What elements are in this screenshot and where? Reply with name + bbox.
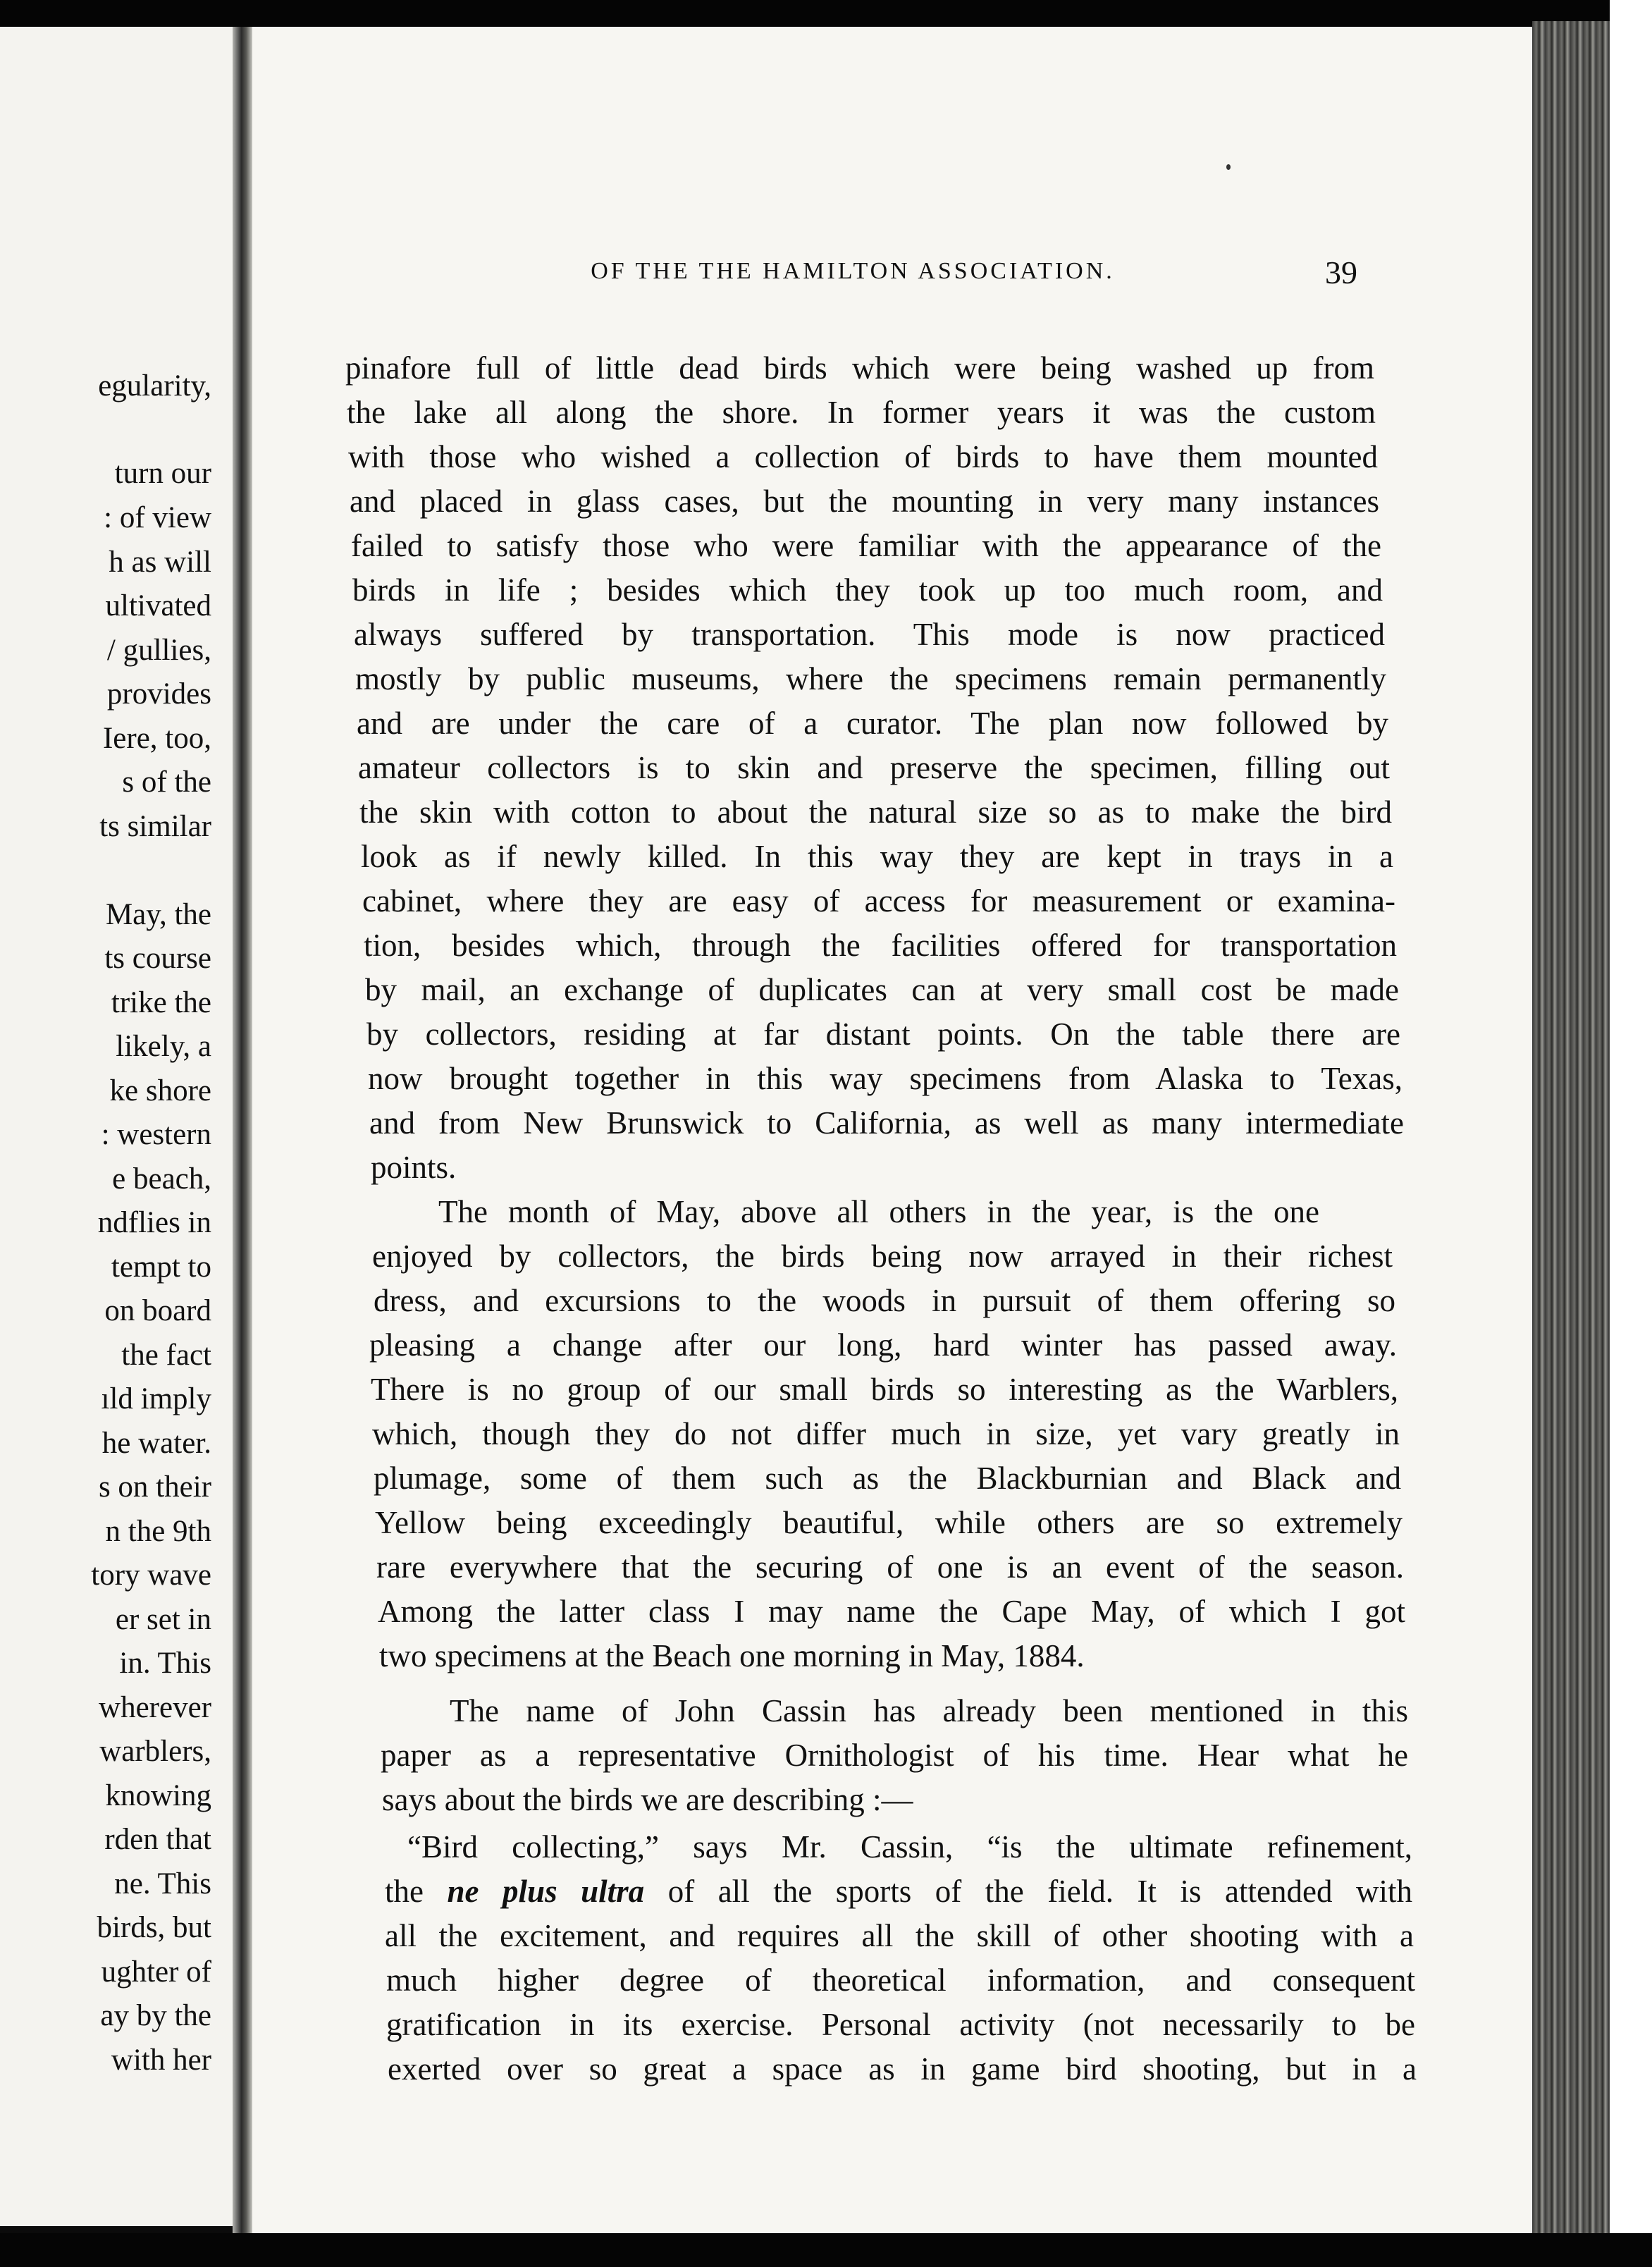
text-run: the xyxy=(385,1874,424,1909)
running-head: OF THE THE HAMILTON ASSOCIATION. xyxy=(591,258,1115,284)
text-line: says about the birds we are describing :— xyxy=(382,1782,913,1817)
text-line: The month of May, above all others in the year, is the one xyxy=(438,1194,1319,1229)
text-line: and placed in glass cases, but the mounting in very many instances xyxy=(350,484,1379,519)
facing-page-line: knowing xyxy=(105,1779,211,1812)
text-line: enjoyed by collectors, the birds being now arrayed in their richest xyxy=(372,1239,1393,1274)
text-line: always suffered by transportation. This mode is now practiced xyxy=(354,617,1385,652)
text-line: amateur collectors is to skin and preserve the specimen, filling out xyxy=(358,750,1390,785)
facing-page-line: trike the xyxy=(111,986,211,1019)
facing-page-line: May, the xyxy=(105,898,211,931)
scan-top-border xyxy=(0,0,1652,27)
scan-bottom-border xyxy=(0,2233,1652,2267)
facing-page-line: he water. xyxy=(101,1427,211,1460)
facing-page-line: ndflies in xyxy=(97,1206,211,1239)
text-line: points. xyxy=(371,1150,457,1185)
text-line: by collectors, residing at far distant points. On the table there are xyxy=(366,1016,1400,1052)
facing-page-line: rden that xyxy=(104,1823,211,1856)
text-line: by mail, an exchange of duplicates can at very small cost be made xyxy=(365,972,1399,1007)
facing-page-line: ıld imply xyxy=(101,1382,211,1415)
text-line: gratification in its exercise. Personal activity (not necessarily to be xyxy=(386,2007,1415,2042)
facing-page-line: er set in xyxy=(115,1603,211,1636)
text-line: much higher degree of theoretical information, and consequent xyxy=(386,1962,1415,1998)
text-line: paper as a representative Ornithologist of his time. Hear what he xyxy=(381,1738,1408,1773)
text-line: mostly by public museums, where the specimens remain permanently xyxy=(355,661,1386,696)
text-run: of all the sports of the field. It is attended with xyxy=(667,1874,1412,1909)
text-line: which, though they do not differ much in size, yet vary greatly in xyxy=(372,1416,1400,1451)
facing-page-line: ughter of xyxy=(101,1955,211,1989)
facing-page-line: birds, but xyxy=(97,1911,211,1944)
text-line: cabinet, where they are easy of access for measurement or examina- xyxy=(362,883,1395,919)
facing-page-line: Iere, too, xyxy=(102,722,211,755)
text-line: birds in life ; besides which they took up too much room, and xyxy=(352,572,1383,608)
text-line: the skin with cotton to about the natural size so as to make the bird xyxy=(359,794,1392,830)
text-line: the lake all along the shore. In former years it was the custom xyxy=(347,395,1376,430)
facing-page-line: on board xyxy=(104,1294,211,1327)
scan-right-margin xyxy=(1610,0,1652,2267)
facing-page-line: wherever xyxy=(99,1691,211,1724)
facing-page-line: e beach, xyxy=(112,1162,211,1196)
text-line: look as if newly killed. In this way they are kept in trays in a xyxy=(361,839,1393,874)
facing-page-line: likely, a xyxy=(116,1030,211,1063)
facing-page-line: s of the xyxy=(122,766,211,799)
page-number: 39 xyxy=(1325,254,1357,290)
text-line xyxy=(385,1876,1412,1907)
page-stack-edge xyxy=(1532,21,1610,2242)
facing-page-line: : of view xyxy=(104,501,211,534)
facing-page-line: egularity, xyxy=(98,369,211,403)
latin-phrase: ne plus ultra xyxy=(447,1874,645,1909)
facing-page-line: ay by the xyxy=(100,1999,211,2032)
facing-page-line: the fact xyxy=(121,1339,211,1372)
facing-page-line: tory wave xyxy=(91,1559,211,1592)
facing-page-line: : western xyxy=(101,1118,211,1151)
facing-page-line: ne. This xyxy=(114,1867,211,1900)
facing-page-line: ts similar xyxy=(99,810,211,843)
text-line: dress, and excursions to the woods in pursuit of them offering so xyxy=(374,1283,1395,1318)
text-line: plumage, some of them such as the Blackburnian and Black and xyxy=(374,1461,1401,1496)
text-line: with those who wished a collection of birds to have them mounted xyxy=(348,439,1378,474)
text-line: all the excitement, and requires all the skill of other shooting with a xyxy=(385,1918,1414,1953)
facing-page-line: with her xyxy=(111,2044,211,2077)
facing-page-line: n the 9th xyxy=(105,1515,211,1548)
text-line: “Bird collecting,” says Mr. Cassin, “is the ultimate refinement, xyxy=(407,1829,1412,1864)
text-line: failed to satisfy those who were familiar with the appearance of the xyxy=(351,528,1381,563)
facing-page-line: / gullies, xyxy=(106,634,211,667)
text-line: Among the latter class I may name the Cape May, of which I got xyxy=(378,1594,1405,1629)
facing-page-line: tempt to xyxy=(111,1251,211,1284)
text-line: pinafore full of little dead birds which were being washed up from xyxy=(345,350,1374,386)
text-line: The name of John Cassin has already been mentioned in this xyxy=(450,1693,1408,1728)
text-line: exerted over so great a space as in game bird shooting, but in a xyxy=(388,2051,1417,2087)
facing-page-line: h as will xyxy=(109,546,211,579)
text-line: and are under the care of a curator. The plan now followed by xyxy=(357,706,1388,741)
facing-page-line: s on their xyxy=(98,1470,211,1504)
print-speck xyxy=(1226,164,1231,170)
facing-page-fragment xyxy=(0,27,233,2226)
text-line: and from New Brunswick to California, as well as many intermediate xyxy=(369,1105,1404,1141)
text-line: rare everywhere that the securing of one is an event of the season. xyxy=(376,1549,1404,1585)
facing-page-line: ke shore xyxy=(109,1074,211,1107)
facing-page-line: warblers, xyxy=(99,1735,211,1768)
text-line: tion, besides which, through the facilities offered for transportation xyxy=(364,928,1397,963)
text-line: two specimens at the Beach one morning in May, 1884. xyxy=(379,1638,1085,1673)
facing-page-line: provides xyxy=(106,677,211,711)
text-line: now brought together in this way specimens from Alaska to Texas, xyxy=(368,1061,1403,1096)
text-line: There is no group of our small birds so interesting as the Warblers, xyxy=(371,1372,1398,1407)
text-line: pleasing a change after our long, hard winter has passed away. xyxy=(369,1327,1397,1363)
facing-page-line: ultivated xyxy=(105,589,211,622)
facing-page-line: in. This xyxy=(119,1647,211,1680)
text-line: Yellow being exceedingly beautiful, while others are so extremely xyxy=(375,1505,1403,1540)
book-gutter xyxy=(233,27,252,2233)
facing-page-line: turn our xyxy=(114,457,211,490)
facing-page-line: ts course xyxy=(104,942,211,975)
